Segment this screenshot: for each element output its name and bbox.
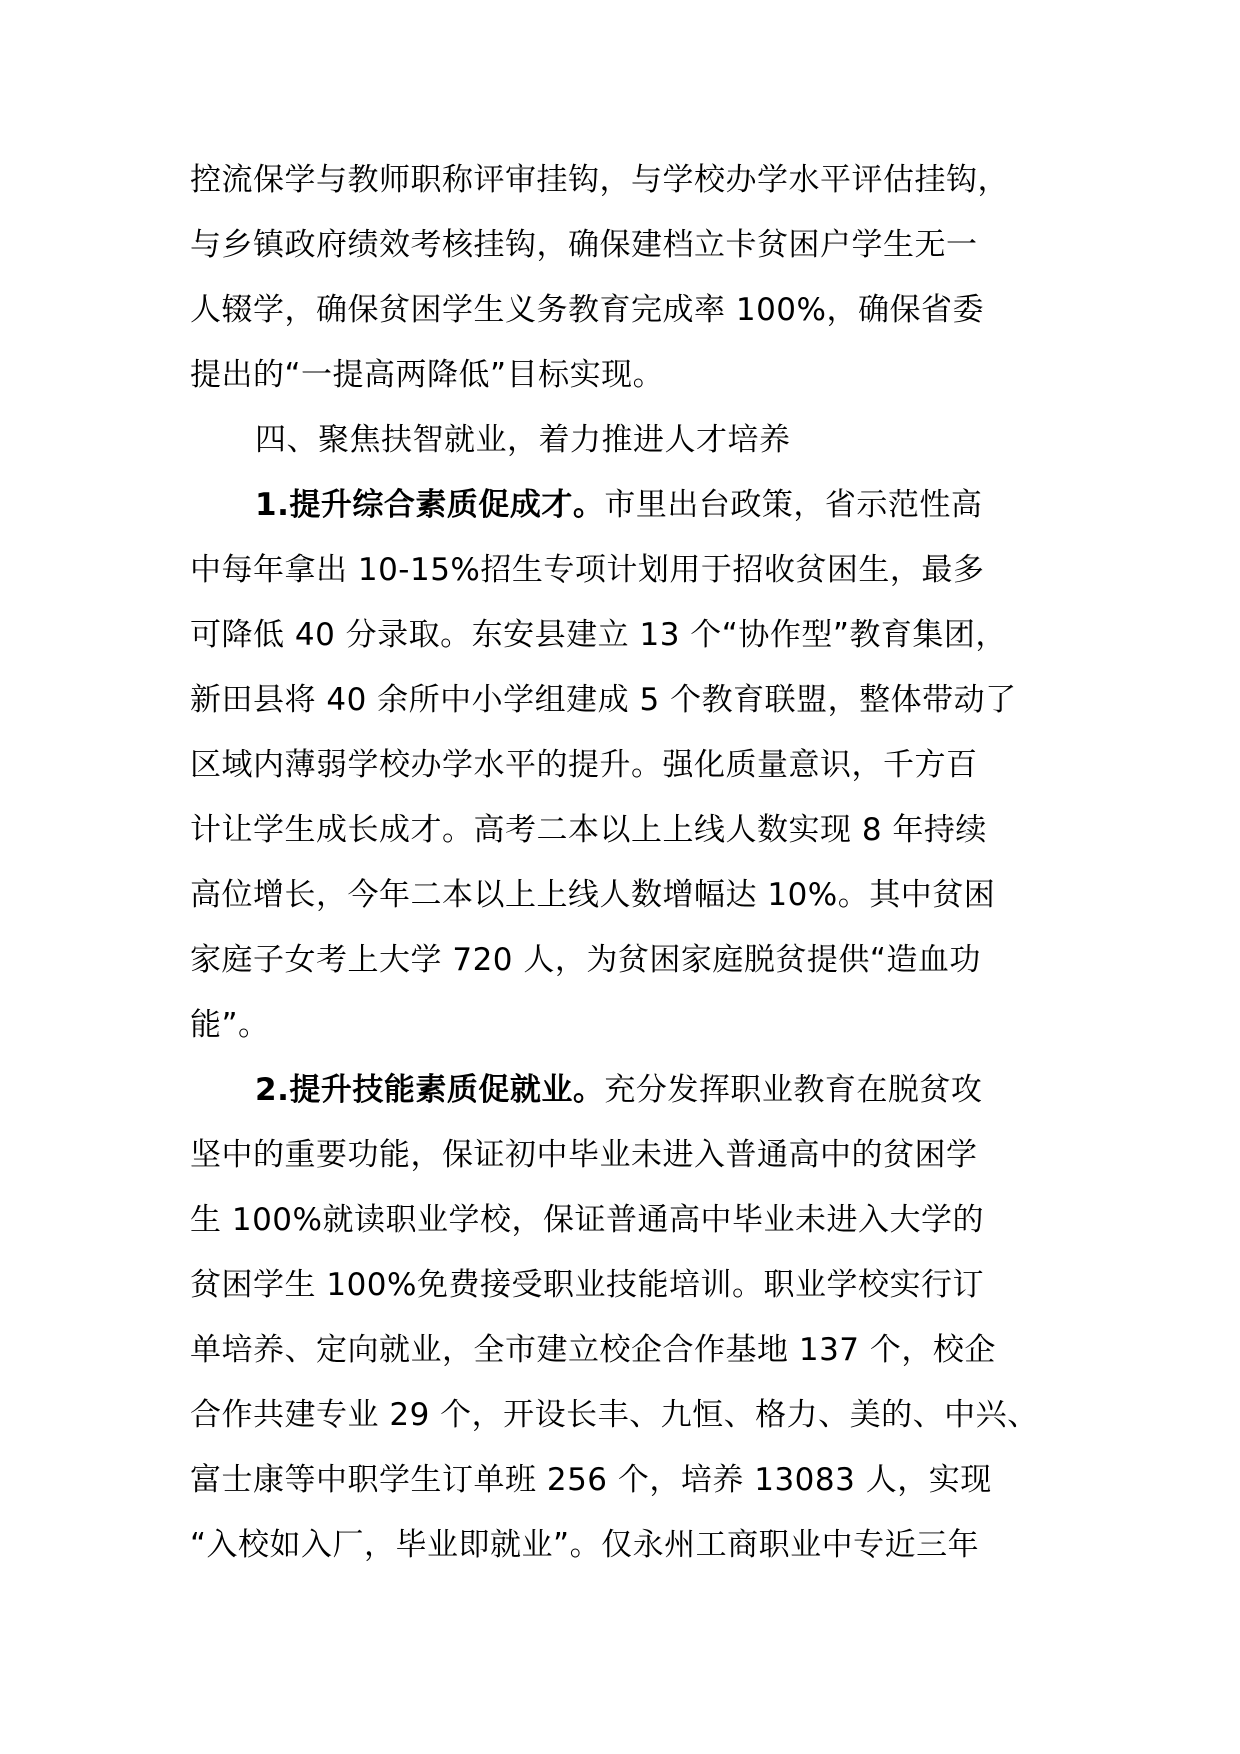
text-run: 市里出台政策，省示范性高 xyxy=(604,487,983,523)
text-line: 可降低 40 分录取。东安县建立 13 个“协作型”教育集团， xyxy=(190,617,1007,653)
text-line: 区域内薄弱学校办学水平的提升。强化质量意识，千方百 xyxy=(190,747,978,783)
text-line: 控流保学与教师职称评审挂钩，与学校办学水平评估挂钩， xyxy=(190,162,1009,198)
text-line: 人辍学，确保贫困学生义务教育完成率 100%，确保省委 xyxy=(190,292,984,328)
paragraph-first-line xyxy=(255,481,982,529)
text-line: 新田县将 40 余所中小学组建成 5 个教育联盟，整体带动了 xyxy=(190,682,1017,718)
text-line: 能”。 xyxy=(190,1007,270,1043)
text-line: 计让学生成长成才。高考二本以上上线人数实现 8 年持续 xyxy=(190,812,987,848)
text-line: 与乡镇政府绩效考核挂钩，确保建档立卡贫困户学生无一 xyxy=(190,227,978,263)
text-line: 贫困学生 100%免费接受职业技能培训。职业学校实行订 xyxy=(190,1267,984,1303)
text-line: 合作共建专业 29 个，开设长丰、九恒、格力、美的、中兴、 xyxy=(190,1397,1039,1433)
text-line: 坚中的重要功能，保证初中毕业未进入普通高中的贫困学 xyxy=(190,1137,978,1173)
text-line: 家庭子女考上大学 720 人，为贫困家庭脱贫提供“造血功 xyxy=(190,942,981,978)
text-line: “入校如入厂，毕业即就业”。仅永州工商职业中专近三年 xyxy=(190,1527,980,1563)
text-line: 提出的“一提高两降低”目标实现。 xyxy=(190,357,665,393)
bold-lead: 2.提升技能素质促就业。 xyxy=(255,1072,605,1108)
paragraph-first-line xyxy=(255,1066,982,1114)
text-line: 生 100%就读职业学校，保证普通高中毕业未进入大学的 xyxy=(190,1202,984,1238)
text-line: 高位增长，今年二本以上上线人数增幅达 10%。其中贫困 xyxy=(190,877,996,913)
bold-lead: 1.提升综合素质促成才。 xyxy=(255,487,605,523)
text-line: 单培养、定向就业，全市建立校企合作基地 137 个，校企 xyxy=(190,1332,996,1368)
section-heading: 四、聚焦扶智就业，着力推进人才培养 xyxy=(255,422,791,458)
text-run: 充分发挥职业教育在脱贫攻 xyxy=(604,1072,983,1108)
text-line: 富士康等中职学生订单班 256 个，培养 13083 人，实现 xyxy=(190,1462,992,1498)
text-line: 中每年拿出 10-15%招生专项计划用于招收贫困生，最多 xyxy=(190,552,985,588)
